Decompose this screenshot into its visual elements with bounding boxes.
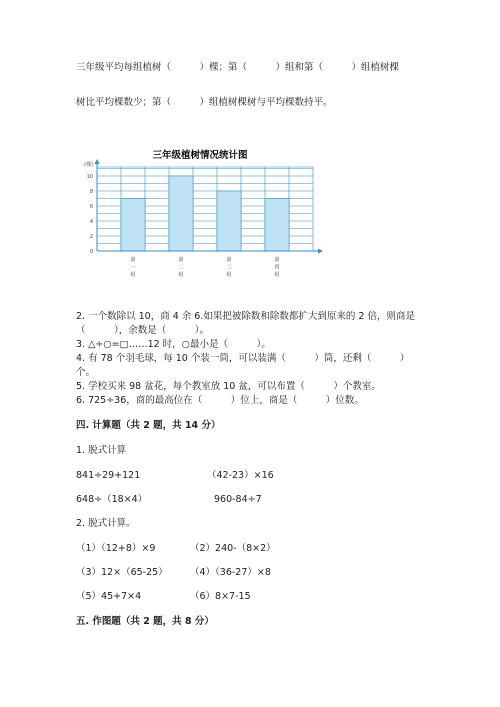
chart-bar: [169, 176, 193, 251]
section-4-title: 四. 计算题（共 2 题，共 14 分）: [76, 420, 221, 431]
calc-item: （2）240-（8×2）: [190, 543, 276, 554]
chart-bar: [217, 191, 241, 251]
category-label: 二: [178, 264, 184, 271]
y-tick-label: 10: [86, 174, 93, 180]
question-4-line-1: 4. 有 78 个羽毛球，每 10 个装一筒，可以装满（ ）筒，还剩（ ）: [76, 353, 410, 364]
question-5: 5. 学校买来 98 盆花，每个教室放 10 盆，可以布置（ ）个教室。: [76, 381, 381, 392]
question-2-line-2: （ ），余数是（ ）。: [76, 325, 210, 336]
calc-item: （4）（36-27）×8: [190, 567, 271, 578]
category-label: 四: [274, 264, 280, 271]
category-label: 第: [274, 257, 280, 263]
chart-bar: [121, 199, 145, 252]
y-axis-label: (棵): [84, 162, 93, 168]
question-6: 6. 725÷36，商的最高位在（ ）位上，商是（ ）位数。: [76, 395, 364, 406]
calc-item: （1）（12+8）×9: [76, 543, 156, 554]
category-label: 组: [178, 272, 184, 278]
category-label: 第: [130, 257, 136, 263]
section-4-sub-1: 1. 脱式计算: [76, 445, 127, 456]
category-label: 第: [226, 257, 232, 263]
chart-title: 三年级植树情况统计图: [152, 150, 248, 161]
y-tick-label: 8: [89, 189, 93, 195]
section-4-sub-2: 2. 脱式计算。: [76, 518, 136, 529]
calc-item: 960-84÷7: [214, 494, 262, 505]
calc-item: （42-23）×16: [207, 470, 274, 481]
calc-item: （5）45+7×4: [76, 591, 142, 602]
section-5-title: 五. 作图题（共 2 题，共 8 分）: [76, 616, 214, 627]
tree-planting-bar-chart: [0, 0, 500, 300]
y-tick-label: 4: [89, 219, 93, 225]
calc-item: （3）12×（65-25）: [76, 567, 168, 578]
category-label: 三: [226, 264, 232, 271]
category-label: 一: [130, 264, 136, 271]
y-tick-label: 0: [89, 249, 93, 255]
question-1-line-2: 树比平均棵数少；第（ ）组植树棵树与平均棵数持平。: [76, 97, 333, 108]
chart-bar: [265, 199, 289, 252]
x-axis-arrow: [318, 249, 323, 254]
question-1-line-1: 三年级平均每组植树（ ）棵；第（ ）组和第（ ）组植树棵: [76, 62, 400, 73]
calc-item: （6）8×7-15: [190, 591, 251, 602]
category-label: 组: [130, 272, 136, 278]
category-label: 组: [274, 272, 280, 278]
category-label: 组: [226, 272, 232, 278]
category-label: 第: [178, 257, 184, 263]
calc-item: 648÷（18×4）: [76, 494, 148, 505]
y-tick-label: 6: [89, 204, 93, 210]
calc-item: 841÷29+121: [76, 470, 141, 481]
question-2-line-1: 2. 一个数除以 10，商 4 余 6.如果把被除数和除数都扩大到原来的 2 倍，则商是: [76, 311, 415, 322]
question-3: 3. △÷○=□……12 时，○最小是（ ）。: [76, 339, 271, 350]
y-tick-label: 2: [89, 234, 93, 240]
question-4-line-2: 个。: [76, 367, 96, 378]
y-axis-arrow: [95, 159, 100, 164]
